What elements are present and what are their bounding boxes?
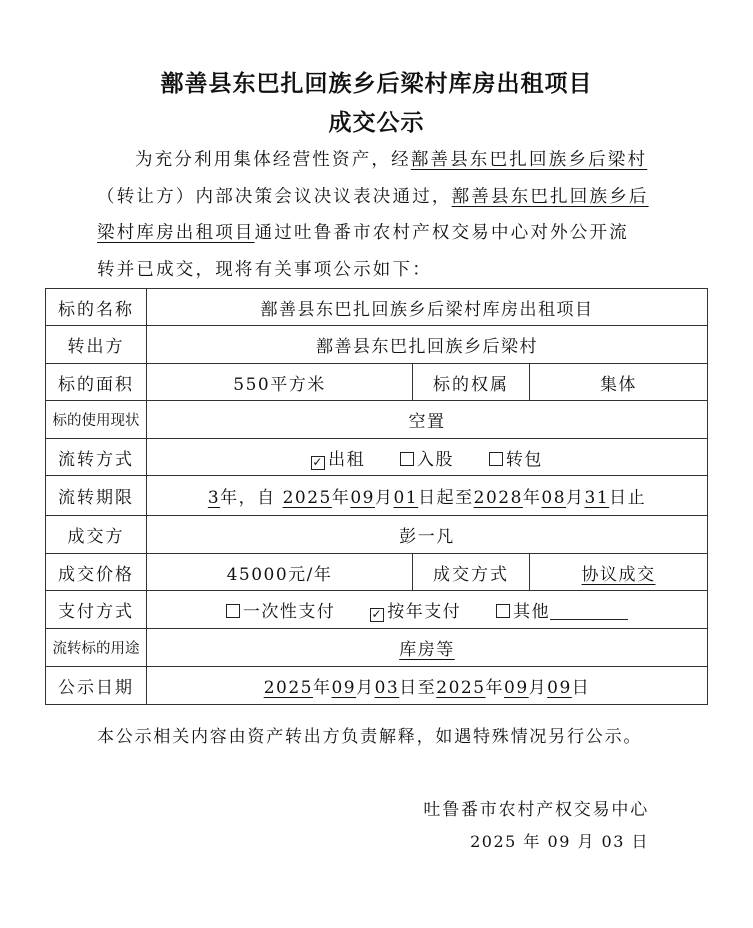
intro-line-1: 为充分利用集体经营性资产，经鄯善县东巴扎回族乡后梁村 <box>135 150 648 170</box>
notice-date-value: 2025年09月03日至2025年09月09日 <box>147 667 708 705</box>
issuer-signature: 吐鲁番市农村产权交易中心 <box>423 800 649 820</box>
table-row <box>46 289 708 326</box>
ownership-label: 标的权属 <box>413 364 530 401</box>
purpose-value: 库房等 <box>147 629 708 667</box>
intro-line-4: 转并已成交，现将有关事项公示如下： <box>97 259 432 280</box>
transfer-method-label: 流转方式 <box>46 439 147 476</box>
intro-paragraph <box>97 142 657 288</box>
option-annual[interactable]: ✓ 按年支付 <box>371 602 462 622</box>
option-sublease[interactable]: 转包 <box>489 450 543 470</box>
table-row <box>46 326 708 364</box>
usage-status-label: 标的使用现状 <box>46 401 147 439</box>
term-label: 流转期限 <box>46 476 147 516</box>
table-row <box>46 516 708 554</box>
table-row <box>46 401 708 439</box>
transaction-table <box>45 288 708 705</box>
project-underlined-a: 鄯善县东巴扎回族乡后 <box>451 186 649 207</box>
checkbox-checked-icon[interactable]: ✓ <box>371 607 384 621</box>
table-row <box>46 476 708 516</box>
transferor-label: 转出方 <box>46 326 147 364</box>
deal-method-value: 协议成交 <box>530 554 708 591</box>
deal-method-label: 成交方式 <box>413 554 530 591</box>
intro-line-2: （转让方）内部决策会议决议表决通过，鄯善县东巴扎回族乡后 <box>97 186 649 207</box>
payment-options <box>147 591 708 629</box>
purpose-label: 流转标的用途 <box>46 629 147 667</box>
table-row <box>46 667 708 705</box>
transfer-method-options <box>147 439 708 476</box>
checkbox-checked-icon[interactable]: ✓ <box>312 454 324 469</box>
option-lease[interactable]: ✓ 出租 <box>312 449 366 470</box>
transferor-value: 鄯善县东巴扎回族乡后梁村 <box>147 326 708 364</box>
buyer-label: 成交方 <box>46 516 147 554</box>
buyer-value: 彭一凡 <box>147 516 708 554</box>
area-value: 550平方米 <box>147 364 413 401</box>
project-underlined-b: 梁村库房出租项目 <box>97 223 255 243</box>
footer-note: 本公示相关内容由资产转出方负责解释，如遇特殊情况另行公示。 <box>97 727 643 747</box>
checkbox-icon[interactable] <box>226 604 240 618</box>
table-row <box>46 554 708 591</box>
checkbox-icon[interactable] <box>496 604 510 618</box>
document-subtitle: 成交公示 <box>328 110 425 136</box>
usage-status-value: 空置 <box>147 401 708 439</box>
price-label: 成交价格 <box>46 554 147 591</box>
option-share[interactable]: 入股 <box>400 450 454 470</box>
option-lump-sum[interactable]: 一次性支付 <box>226 602 336 622</box>
issue-date: 2025 年 09 月 03 日 <box>470 832 649 851</box>
notice-date-label: 公示日期 <box>46 667 147 705</box>
subject-name-label: 标的名称 <box>46 289 147 326</box>
table-row <box>46 364 708 401</box>
checkbox-icon[interactable] <box>400 452 414 466</box>
intro-line-3: 梁村库房出租项目通过吐鲁番市农村产权交易中心对外公开流 <box>97 223 629 243</box>
other-blank-line <box>550 603 628 620</box>
document-title: 鄯善县东巴扎回族乡后梁村库房出租项目 <box>160 71 593 97</box>
subject-name-value: 鄯善县东巴扎回族乡后梁村库房出租项目 <box>147 289 708 326</box>
table-row <box>46 591 708 629</box>
option-other[interactable]: 其他 <box>496 602 628 622</box>
checkbox-icon[interactable] <box>489 452 503 466</box>
table-row <box>46 439 708 476</box>
term-value: 3年，自 2025年09月01日起至2028年08月31日止 <box>147 476 708 516</box>
table-row <box>46 629 708 667</box>
payment-label: 支付方式 <box>46 591 147 629</box>
area-label: 标的面积 <box>46 364 147 401</box>
ownership-value: 集体 <box>530 364 708 401</box>
price-value: 45000元/年 <box>147 554 413 591</box>
transferor-underlined: 鄯善县东巴扎回族乡后梁村 <box>410 150 648 170</box>
